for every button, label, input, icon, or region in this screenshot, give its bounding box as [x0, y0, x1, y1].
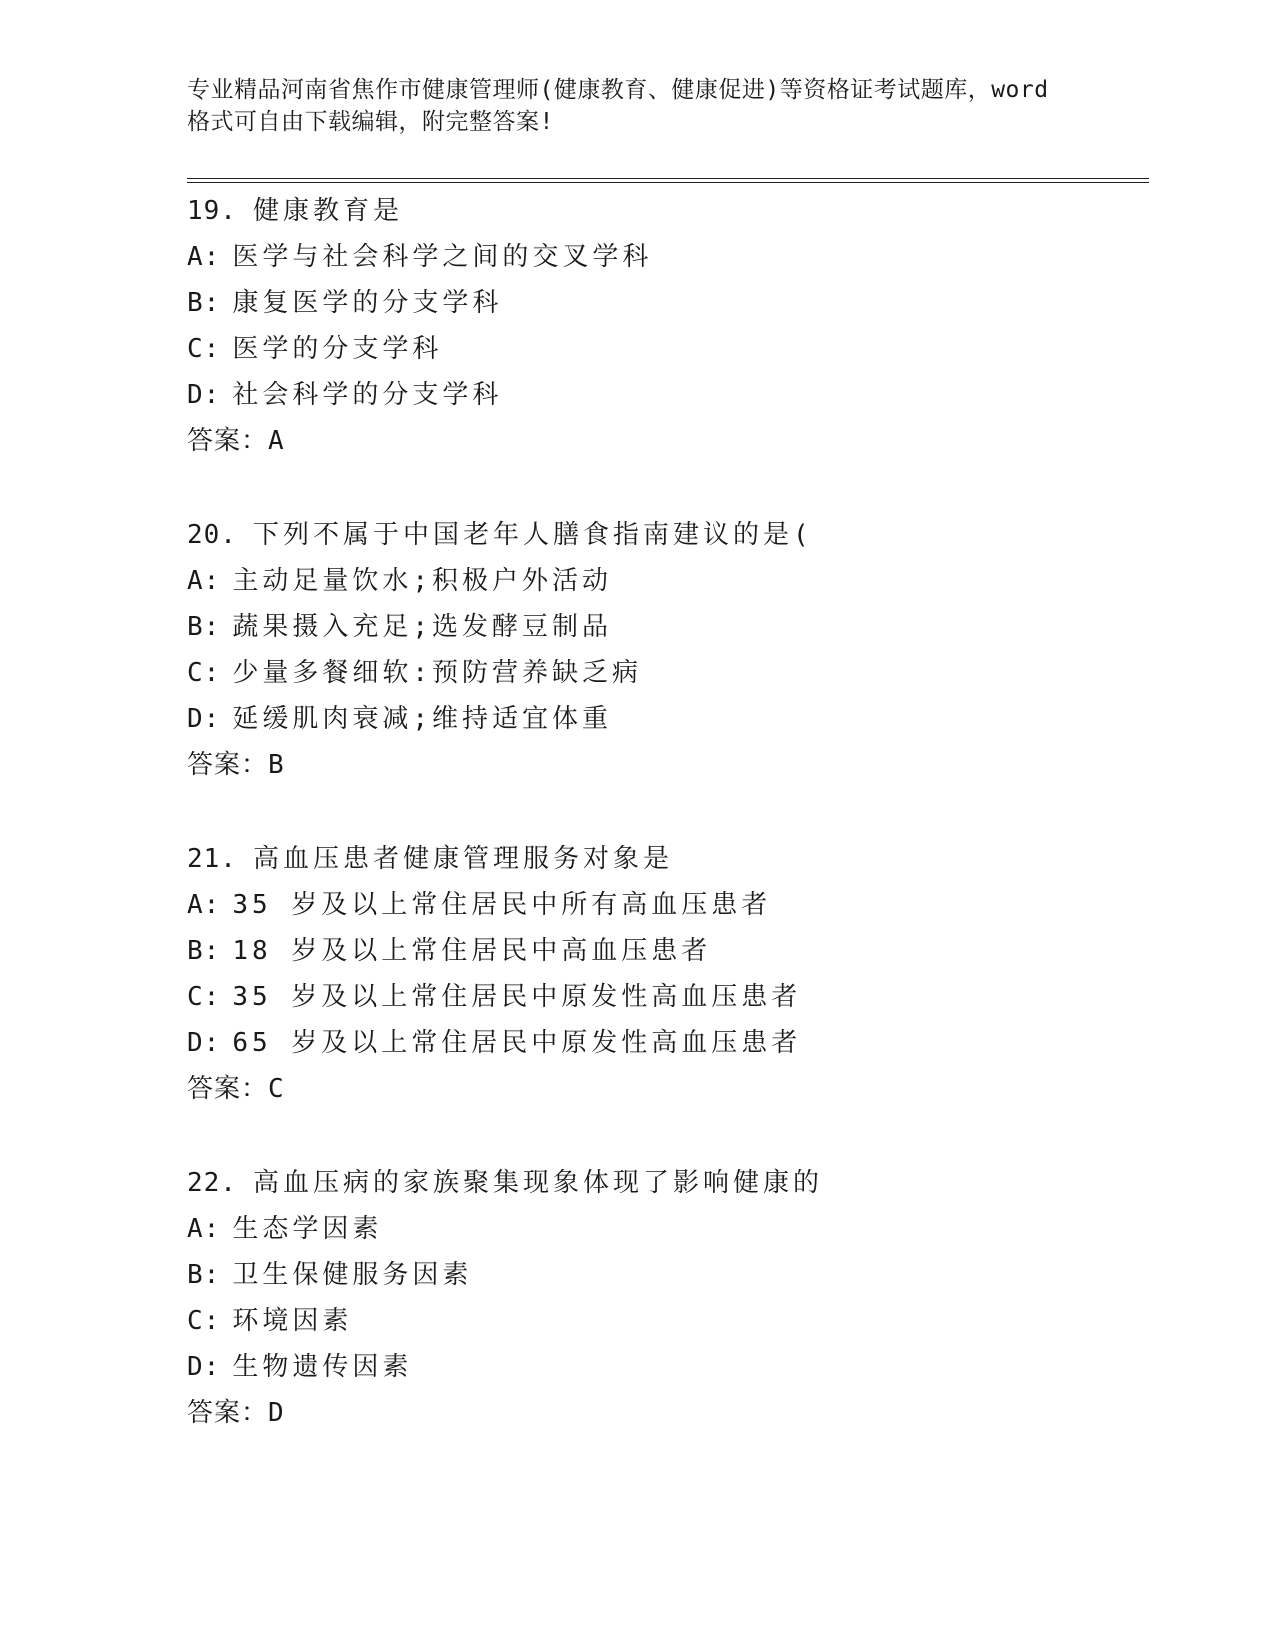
question-stem: [187, 188, 1147, 234]
header-line-1: 专业精品河南省焦作市健康管理师(健康教育、健康促进)等资格证考试题库，word: [187, 77, 1049, 103]
document-header: [187, 74, 1087, 138]
option-letter: B:: [187, 1260, 221, 1290]
answer-line: [187, 1066, 1147, 1112]
header-divider-top: [187, 178, 1149, 179]
option-letter: A:: [187, 1214, 221, 1244]
question-19: [187, 188, 1147, 464]
option-text: 卫生保健服务因素: [232, 1260, 473, 1290]
option-letter: D:: [187, 1028, 221, 1058]
option-b: [187, 928, 1147, 974]
option-letter: A:: [187, 242, 221, 272]
question-text: 下列不属于中国老年人膳食指南建议的是(: [252, 520, 813, 550]
option-b: [187, 604, 1147, 650]
question-number: 19.: [187, 196, 237, 226]
option-text: 医学与社会科学之间的交叉学科: [232, 242, 653, 272]
answer-value: B: [268, 750, 285, 780]
option-letter: B:: [187, 936, 221, 966]
option-text: 社会科学的分支学科: [232, 380, 503, 410]
header-line-2: 格式可自由下载编辑，附完整答案!: [187, 109, 554, 135]
option-d: [187, 1344, 1147, 1390]
option-text: 65 岁及以上常住居民中原发性高血压患者: [232, 1028, 802, 1058]
answer-line: [187, 742, 1147, 788]
option-a: [187, 234, 1147, 280]
answer-line: [187, 418, 1147, 464]
question-number: 21.: [187, 844, 237, 874]
answer-label: 答案：: [187, 1398, 269, 1428]
option-letter: B:: [187, 612, 221, 642]
option-text: 环境因素: [232, 1306, 353, 1336]
question-stem: [187, 512, 1147, 558]
option-c: [187, 650, 1147, 696]
option-text: 35 岁及以上常住居民中原发性高血压患者: [232, 982, 802, 1012]
option-text: 生物遗传因素: [232, 1352, 413, 1382]
answer-label: 答案：: [187, 750, 269, 780]
option-letter: A:: [187, 566, 221, 596]
option-text: 主动足量饮水;积极户外活动: [232, 566, 612, 596]
option-text: 18 岁及以上常住居民中高血压患者: [232, 936, 712, 966]
option-letter: C:: [187, 1306, 221, 1336]
option-letter: D:: [187, 380, 221, 410]
option-letter: C:: [187, 334, 221, 364]
option-letter: B:: [187, 288, 221, 318]
option-text: 医学的分支学科: [232, 334, 443, 364]
option-letter: A:: [187, 890, 221, 920]
option-c: [187, 974, 1147, 1020]
option-b: [187, 280, 1147, 326]
question-number: 22.: [187, 1168, 237, 1198]
question-20: [187, 512, 1147, 788]
option-text: 35 岁及以上常住居民中所有高血压患者: [232, 890, 772, 920]
option-text: 少量多餐细软:预防营养缺乏病: [232, 658, 642, 688]
header-divider-bottom: [187, 182, 1149, 183]
option-d: [187, 1020, 1147, 1066]
question-number: 20.: [187, 520, 237, 550]
question-text: 健康教育是: [252, 196, 403, 226]
question-text: 高血压患者健康管理服务对象是: [252, 844, 673, 874]
option-letter: C:: [187, 658, 221, 688]
answer-value: A: [268, 426, 285, 456]
option-d: [187, 696, 1147, 742]
option-c: [187, 326, 1147, 372]
option-text: 生态学因素: [232, 1214, 383, 1244]
option-letter: D:: [187, 704, 221, 734]
answer-label: 答案：: [187, 1074, 269, 1104]
option-a: [187, 882, 1147, 928]
answer-value: D: [268, 1398, 285, 1428]
option-letter: D:: [187, 1352, 221, 1382]
option-text: 蔬果摄入充足;选发酵豆制品: [232, 612, 612, 642]
option-a: [187, 1206, 1147, 1252]
option-text: 康复医学的分支学科: [232, 288, 503, 318]
option-a: [187, 558, 1147, 604]
answer-value: C: [268, 1074, 285, 1104]
answer-label: 答案：: [187, 426, 269, 456]
question-text: 高血压病的家族聚集现象体现了影响健康的: [252, 1168, 823, 1198]
option-d: [187, 372, 1147, 418]
answer-line: [187, 1390, 1147, 1436]
question-22: [187, 1160, 1147, 1436]
question-stem: [187, 836, 1147, 882]
option-b: [187, 1252, 1147, 1298]
question-21: [187, 836, 1147, 1112]
option-letter: C:: [187, 982, 221, 1012]
option-text: 延缓肌肉衰减;维持适宜体重: [232, 704, 612, 734]
option-c: [187, 1298, 1147, 1344]
question-stem: [187, 1160, 1147, 1206]
question-list: [187, 188, 1147, 1436]
